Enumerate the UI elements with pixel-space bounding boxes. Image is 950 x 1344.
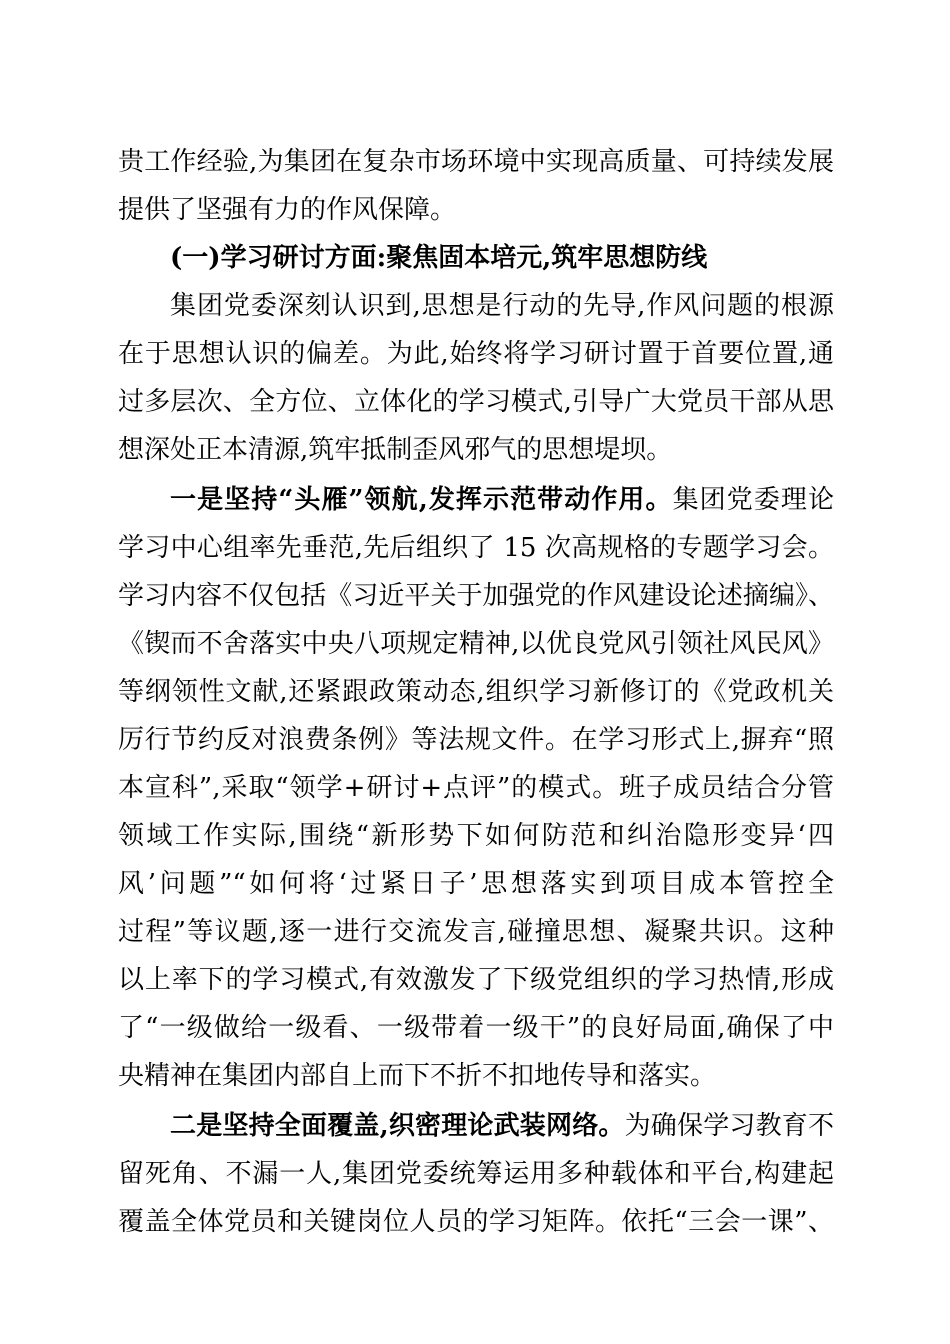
paragraph-line: 央精神在集团内部自上而下不折不扣地传导和落实。 xyxy=(118,1061,717,1091)
paragraph-line: 集团党委深刻认识到,思想是行动的先导,作风问题的根源 xyxy=(170,291,834,321)
paragraph-lead-sentence: 一是坚持“头雁”领航,发挥示范带动作用。 xyxy=(170,485,673,515)
paragraph-line: 以上率下的学习模式,有效激发了下级党组织的学习热情,形成 xyxy=(118,965,834,995)
paragraph-line: 学习内容不仅包括《习近平关于加强党的作风建设论述摘编》、 xyxy=(118,581,834,611)
paragraph-continuation-line: 贵工作经验,为集团在复杂市场环境中实现高质量、可持续发展 xyxy=(118,147,834,177)
paragraph-line xyxy=(170,480,834,520)
paragraph-line: 覆盖全体党员和关键岗位人员的学习矩阵。依托“三会一课”、 xyxy=(118,1207,834,1237)
paragraph-line: 本宣科”,采取“领学+研讨+点评”的模式。班子成员结合分管 xyxy=(118,773,834,803)
paragraph-line: 等纲领性文献,还紧跟政策动态,组织学习新修订的《党政机关 xyxy=(118,677,834,707)
paragraph-line: 学习中心组率先垂范,先后组织了 15 次高规格的专题学习会。 xyxy=(118,533,834,563)
paragraph-lead-sentence: 二是坚持全面覆盖,织密理论武装网络。 xyxy=(170,1111,625,1141)
section-heading: (一)学习研讨方面:聚焦固本培元,筑牢思想防线 xyxy=(170,243,708,273)
paragraph-line: 过多层次、全方位、立体化的学习模式,引导广大党员干部从思 xyxy=(118,387,834,417)
paragraph-line: 领域工作实际,围绕“新形势下如何防范和纠治隐形变异‘四 xyxy=(118,821,834,851)
paragraph-continuation-line: 提供了坚强有力的作风保障。 xyxy=(118,195,457,225)
paragraph-line: 厉行节约反对浪费条例》等法规文件。在学习形式上,摒弃“照 xyxy=(118,725,834,755)
paragraph-line: 在于思想认识的偏差。为此,始终将学习研讨置于首要位置,通 xyxy=(118,339,834,369)
paragraph-line: 《锲而不舍落实中央八项规定精神,以优良党风引领社风民风》 xyxy=(118,629,834,659)
paragraph-text: 集团党委理论 xyxy=(672,485,834,515)
paragraph-line: 留死角、不漏一人,集团党委统筹运用多种载体和平台,构建起 xyxy=(118,1159,834,1189)
paragraph-line xyxy=(170,1106,834,1146)
paragraph-line: 想深处正本清源,筑牢抵制歪风邪气的思想堤坝。 xyxy=(118,435,673,465)
paragraph-line: 风’问题”“如何将‘过紧日子’思想落实到项目成本管控全 xyxy=(118,869,834,899)
paragraph-line: 过程”等议题,逐一进行交流发言,碰撞思想、凝聚共识。这种 xyxy=(118,917,834,947)
paragraph-line: 了“一级做给一级看、一级带着一级干”的良好局面,确保了中 xyxy=(118,1013,834,1043)
paragraph-text: 为确保学习教育不 xyxy=(624,1111,834,1141)
